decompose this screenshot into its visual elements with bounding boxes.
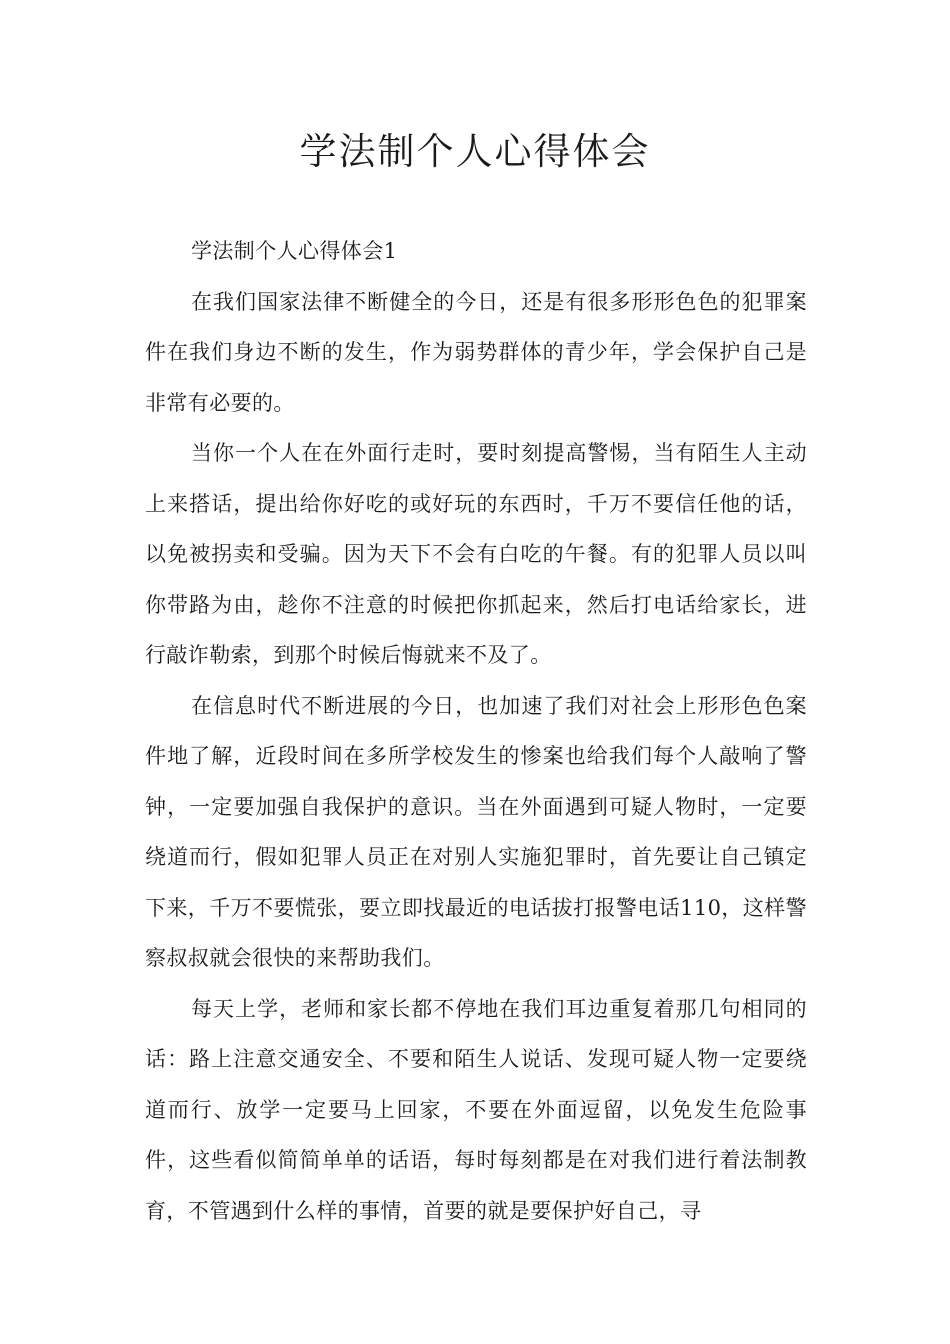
paragraph-1: 在我们国家法律不断健全的今日，还是有很多形形色色的犯罪案件在我们身边不断的发生，作为弱势群体的青少年，学会保护自己是非常有必要的。 [145,289,807,415]
paragraph-4: 每天上学，老师和家长都不停地在我们耳边重复着那几句相同的话：路上注意交通安全、不要和陌生人说话、发现可疑人物一定要绕道而行、放学一定要马上回家，不要在外面逗留，以免发生危险事件，这些看似简简单单的话语，每时每刻都是在对我们进行着法制教育，不管遇到什么样的事情，首要的就是要保护好自己，寻 [145,996,807,1223]
paragraph-2: 当你一个人在在外面行走时，要时刻提高警惕，当有陌生人主动上来搭话，提出给你好吃的或好玩的东西时，千万不要信任他的话，以免被拐卖和受骗。因为天下不会有白吃的午餐。有的犯罪人员以叫你带路为由，趁你不注意的时候把你抓起来，然后打电话给家长，进行敲诈勒索，到那个时候后悔就来不及了。 [145,441,807,667]
section-heading: 学法制个人心得体会1 [191,239,398,263]
document-title: 学法制个人心得体会 [299,130,651,173]
paragraph-3: 在信息时代不断进展的今日，也加速了我们对社会上形形色色案件地了解，近段时间在多所学校发生的惨案也给我们每个人敲响了警钟，一定要加强自我保护的意识。当在外面遇到可疑人物时，一定要绕道而行，假如犯罪人员正在对别人实施犯罪时，首先要让自己镇定下来，千万不要慌张，要立即找最近的电话拔打报警电话110，这样警察叔叔就会很快的来帮助我们。 [145,693,807,970]
document-body [145,226,807,1236]
